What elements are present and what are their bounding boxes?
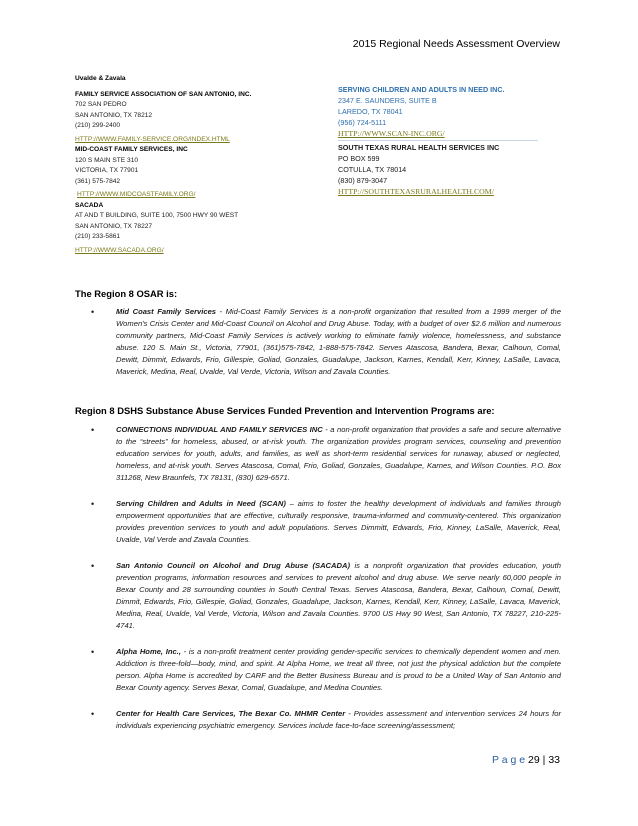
address-line: PO BOX 599 bbox=[338, 154, 380, 163]
contact-block bbox=[75, 90, 325, 146]
website-link[interactable]: HTTP://WWW.MIDCOASTFAMILY.ORG/ bbox=[77, 191, 196, 198]
address-line: SAN ANTONIO, TX 78212 bbox=[75, 111, 153, 119]
contact-block bbox=[75, 201, 325, 257]
contact-list-right bbox=[338, 84, 538, 197]
item-text: - Provides assessment and intervention services 24 hours for individuals experiencing psychiatric emergency. Services include face-to-face screening/assessment; bbox=[116, 709, 561, 730]
address-line: 2347 E. SAUNDERS, SUITE B bbox=[338, 96, 437, 105]
list-item bbox=[75, 560, 561, 632]
list-item bbox=[75, 424, 561, 484]
org-name: MID-COAST FAMILY SERVICES, INC bbox=[75, 146, 188, 153]
phone-line: (830) 879-3047 bbox=[338, 176, 388, 185]
contact-block bbox=[338, 142, 538, 197]
bullet-icon: • bbox=[91, 307, 95, 317]
address-line: 702 SAN PEDRO bbox=[75, 101, 127, 108]
item-name: Mid Coast Family Services bbox=[116, 307, 217, 316]
page-header-title: 2015 Regional Needs Assessment Overview bbox=[352, 38, 560, 50]
item-name: Alpha Home, Inc., bbox=[116, 647, 181, 656]
bullet-icon: • bbox=[91, 709, 95, 719]
phone-line: (361) 575-7842 bbox=[75, 177, 121, 185]
item-text: - a non-profit organization that provides a safe and secure alternative to the “streets” for homeless, abused, or at-risk youth. The organization provides program services, counseling and prevention education services for youth, adults, and families, as well as short-term residential services for runaway, abused or neglected, homeless, and at-risk youth. Serves Atascosa, Comal, Frio, Goliad, Gonzales, Guadalupe, Karnes, and Wilson Counties. P.O. Box 311268, New Braunfels, TX 78131, (830) 629-6571. bbox=[116, 425, 561, 482]
list-item bbox=[75, 498, 561, 546]
website-link[interactable]: HTTP://WWW.FAMILY-SERVICE.ORG/INDEX.HTML bbox=[75, 135, 230, 143]
website-link[interactable]: HTTP://WWW.SACADA.ORG/ bbox=[75, 246, 164, 254]
page-separator: | bbox=[542, 754, 546, 766]
phone-line: (210) 233-5861 bbox=[75, 233, 121, 240]
list-item bbox=[75, 646, 561, 694]
org-name: SERVING CHILDREN AND ADULTS IN NEED INC. bbox=[338, 85, 505, 94]
page-footer bbox=[492, 754, 560, 766]
bullet-icon: • bbox=[91, 499, 95, 509]
contact-block bbox=[75, 145, 325, 201]
region-label: Uvalde & Zavala bbox=[75, 75, 126, 82]
item-text: – aims to foster the healthy development of individuals and families through empowerment opportunities that are effective, culturally responsive, trauma-informed and community-centered. This organization provides prevention services to youth and adult populations. Serves Dimmitt, Edwards, Frio, Kinney, LaSalle, Maverick, Real, Uvalde, Val Verde and Zavala Counties. bbox=[116, 499, 561, 544]
osar-list bbox=[75, 306, 561, 392]
bullet-icon: • bbox=[91, 647, 95, 657]
item-text: - is a non-profit treatment center providing gender-specific services to chemically dependent women and men. Addiction is three-fold—body, mind, and spirit. At Alpha Home, we treat all three, not just the physical addiction but the complete person. Alpha Home is accredited by CARF and the Better Business Bureau and is proud to be a United Way of San Antonio and Bexar County agency. Serves Bexar, Comal, Guadalupe, and Medina Counties. bbox=[116, 647, 561, 692]
website-link[interactable]: HTTP://SOUTHTEXASRURALHEALTH.COM/ bbox=[338, 187, 494, 196]
list-item bbox=[75, 306, 561, 378]
item-text: is a nonprofit organization that provides education, youth prevention programs, information resources and services to prevent alcohol and drug abuse. We serve nearly 60,000 people in Bexar County and 28 surrounding counties in South Central Texas. Serves Atascosa, Bandera, Bexar, Calhoun, Comal, Dewitt, Dimmit, Edwards, Frio, Gillespie, Goliad, Gonzales, Guadalupe, Jackson, Karnes, Kendall, Kerr, Kinney, LaSalle, Lavaca, Maverick, Medina, Real, Uvalde, Val Verde, Victoria, Wilson and Zavala Counties. 9700 US Hwy 90 West, San Antonio, TX 78227, 210-225-4741. bbox=[116, 561, 561, 630]
osar-section-title: The Region 8 OSAR is: bbox=[75, 288, 178, 299]
address-line: SAN ANTONIO, TX 78227 bbox=[75, 222, 153, 230]
org-name: FAMILY SERVICE ASSOCIATION OF SAN ANTONIO, INC. bbox=[75, 90, 252, 98]
phone-line: (956) 724-5111 bbox=[338, 118, 387, 127]
address-line: AT AND T BUILDING, SUITE 100, 7500 HWY 90 WEST bbox=[75, 212, 239, 219]
list-item bbox=[75, 708, 561, 732]
address-line: LAREDO, TX 78041 bbox=[338, 107, 403, 116]
item-name: San Antonio Council on Alcohol and Drug Abuse (SACADA) bbox=[116, 561, 351, 570]
org-name: SACADA bbox=[75, 201, 104, 209]
org-name: SOUTH TEXAS RURAL HEALTH SERVICES INC bbox=[338, 143, 500, 152]
divider bbox=[338, 140, 538, 141]
bullet-icon: • bbox=[91, 561, 95, 571]
address-line: COTULLA, TX 78014 bbox=[338, 165, 407, 174]
dshs-list bbox=[75, 424, 561, 746]
address-line: VICTORIA, TX 77901 bbox=[75, 167, 139, 174]
phone-line: (210) 299-2400 bbox=[75, 122, 121, 129]
item-text: - Mid-Coast Family Services is a non-profit organization that resulted from a 1999 merger of the Women's Crisis Center and Mid-Coast Council on Alcohol and Drug Abuse. Today, with a budget of over $2.6 million and numerous community partners, Mid-Coast Family Services is actively working to eliminate family violence, homelessness, and substance abuse. 120 S. Main St., Victoria, 77901, (361)575-7842, 1-888-575-7842. Serves Atascosa, Bandera, Bexar, Calhoun, Comal, Dewitt, Dimmit, Edwards, Frio, Gillespie, Goliad, Gonzales, Guadalupe, Jackson, Karnes, Kendall, Kerr, Kinney, LaSalle, Lavaca, Maverick, Medina, Real, Uvalde, Val Verde, Victoria, Wilson and Zavala Counties. bbox=[116, 307, 561, 376]
address-line: 120 S MAIN STE 310 bbox=[75, 156, 139, 164]
item-name: CONNECTIONS INDIVIDUAL AND FAMILY SERVICES INC bbox=[116, 425, 323, 434]
contact-block bbox=[338, 84, 538, 139]
website-link[interactable]: HTTP://WWW.SCAN-INC.ORG/ bbox=[338, 129, 445, 138]
item-name: Serving Children and Adults in Need (SCAN) bbox=[116, 499, 286, 508]
dshs-section-title: Region 8 DSHS Substance Abuse Services Funded Prevention and Intervention Programs are: bbox=[75, 405, 495, 416]
item-name: Center for Health Care Services, The Bexar Co. MHMR Center bbox=[116, 709, 346, 718]
bullet-icon: • bbox=[91, 425, 95, 435]
page-label: P a g e bbox=[492, 754, 526, 766]
total-pages: 33 bbox=[548, 754, 560, 766]
contact-list-left bbox=[75, 74, 325, 256]
page-number: 29 bbox=[528, 754, 540, 766]
